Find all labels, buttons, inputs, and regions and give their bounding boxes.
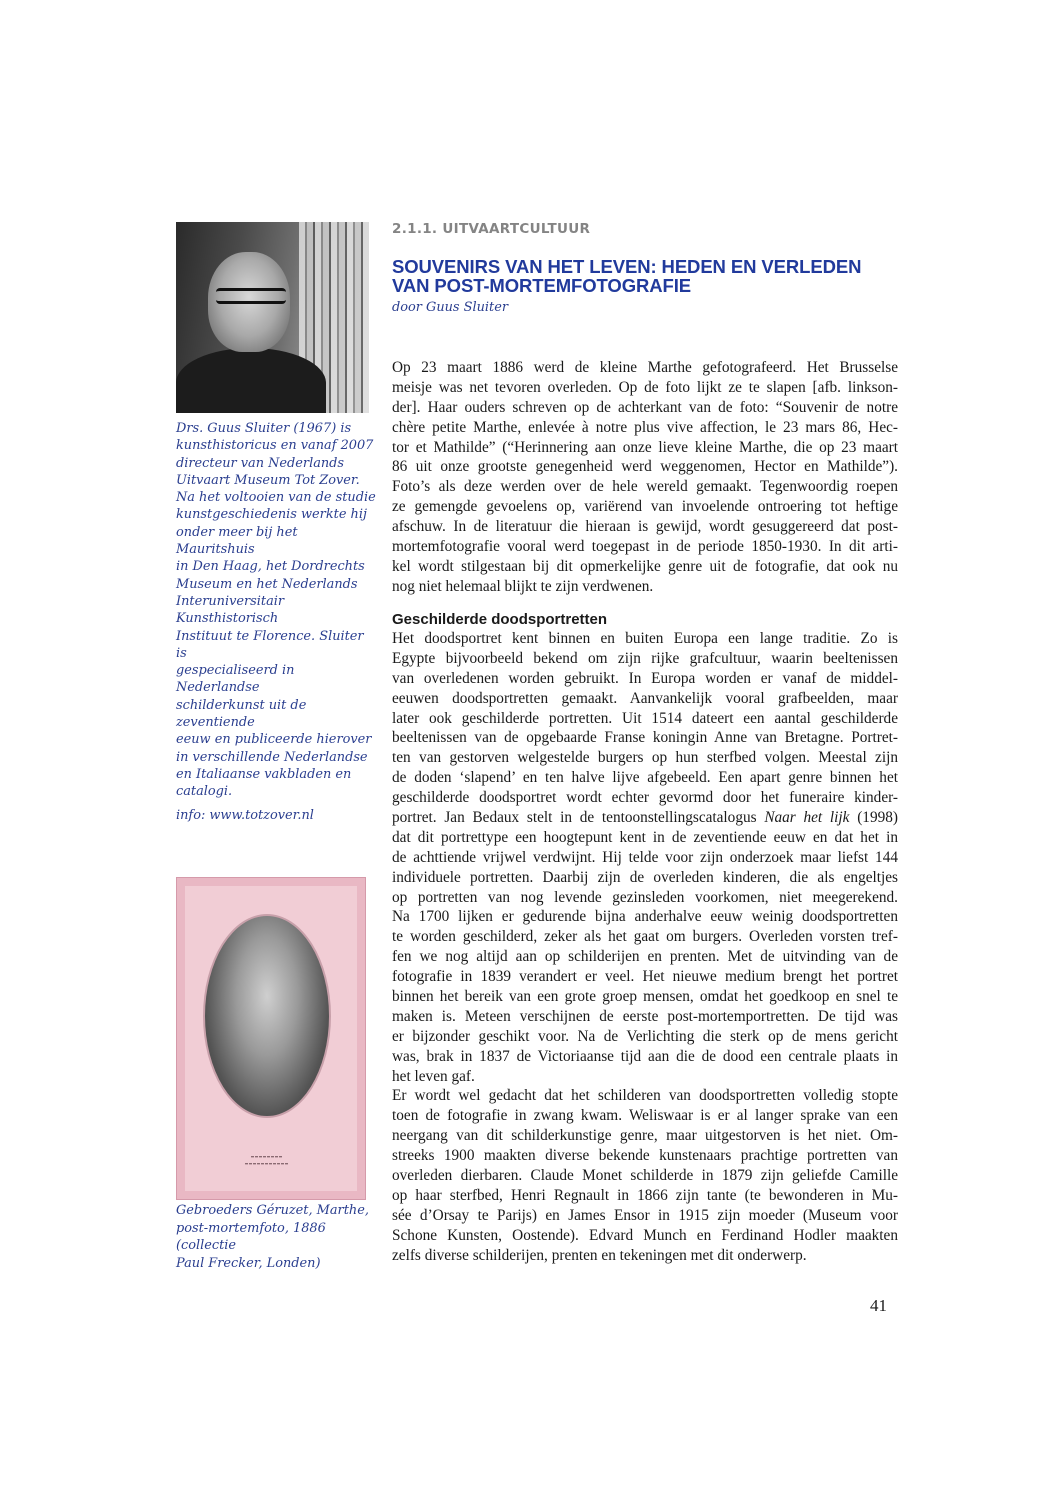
text-line: schilderkunst uit de zeventiende (176, 697, 307, 731)
text-line: kunsthistoricus en vanaf 2007 (176, 438, 374, 454)
text-line: overleden dierbaren. Claude Monet schilderde in 1879 zijn geliefde Camille (392, 1167, 898, 1185)
text-line: beeltenissen van de opgebaarde Franse koningin Anne van Bretagne. Portret- (392, 729, 898, 747)
text-line: der]. Haar ouders schreven op de achterkant van de foto: “Souvenir de notre (392, 398, 898, 416)
text-line: 86 uit onze grootste genegenheid werd weggenomen, Hector en Mathilde”). (392, 458, 898, 476)
text-line: binnen het bereik van een grote groep mensen, omdat het goedkoop en snel te (392, 988, 898, 1006)
author-bio-lines (176, 420, 376, 801)
text-line: op portretten van nog levende gezinsleden voorkomen, niet meegerekend. (392, 888, 898, 906)
text-line: Drs. Guus Sluiter (1967) is (176, 421, 352, 436)
author-bio-caption (176, 420, 376, 824)
text-line: kel wordt stilgestaan bij dit opmerkelijke genre uit de fotografie, dat ook nu (392, 557, 898, 575)
text-line: meisje was net tevoren overleden. Op de foto lijkt ze te slapen [afb. linkson- (392, 378, 898, 396)
text-line: maken is. Meteen verschijnen de eerste post-mortemportretten. De tijd was (392, 1007, 898, 1025)
photo-caption-lines (176, 1202, 376, 1272)
text-line: catalogi. (176, 784, 233, 800)
byline: door Guus Sluiter (392, 300, 508, 315)
photo-caption (176, 1202, 376, 1272)
text-line: streeks 1900 maakten diverse bekende kunstenaars prachtige portretten van (392, 1147, 898, 1165)
author-body (176, 348, 326, 413)
text-line: kunstgeschiedenis werkte hij (176, 507, 367, 523)
text-line: te worden geschilderd, zeker als het gaat om burgers. Overleden vorsten tref- (392, 928, 898, 946)
text-line: Museum en het Nederlands (176, 576, 358, 592)
text-line: toen de fotografie in zwang kwam. Weliswaar is er al langer sprake van een (392, 1107, 898, 1125)
text-line: eeuw en publiceerde hierover (176, 732, 372, 748)
text-line: directeur van Nederlands (176, 455, 345, 471)
text-line: fotografie in 1839 verandert er veel. Het nieuwe medium brengt het portret (392, 968, 898, 986)
text-line: Schone Kunsten, Oostende). Edvard Munch en Ferdinand Hodler maakten (392, 1226, 898, 1244)
text-line: geschilderde doodsportret wordt echter gevormd door het funeraire kinder- (392, 789, 898, 807)
text-line: Op 23 maart 1886 werd de kleine Marthe gefotografeerd. Het Brusselse (392, 359, 898, 376)
text-line: tor et Mathilde” (“Herinnering aan onze lieve kleine Marthe, die op 23 maart (392, 438, 898, 456)
page-number: 41 (870, 1296, 887, 1315)
text-line: Gebroeders Géruzet, Marthe, (176, 1203, 369, 1218)
photographer-imprint: ▬▬▬▬▬▬▬▬ ▬▬▬▬▬▬▬▬▬▬▬ (244, 1154, 290, 1167)
title-line: SOUVENIRS VAN HET LEVEN: HEDEN EN VERLEDEN (392, 256, 862, 277)
text-line: neergang van dit schilderkunstige genre, maar uitgestorven is het niet. Om- (392, 1127, 898, 1145)
subheading: Geschilderde doodsportretten (392, 611, 608, 628)
article-title (392, 257, 912, 295)
catalog-title: Naar het lijk (764, 809, 850, 827)
section-label: 2.1.1. UITVAARTCULTUUR (392, 221, 591, 237)
text-line: was, brak in 1837 de Victoriaanse tijd aan die de dood een centrale plaats in (392, 1047, 898, 1065)
body-paragraphs (392, 629, 898, 1266)
text-line: onder meer bij het Mauritshuis (176, 524, 298, 558)
text-line: ze gemengde gevoelens op, variërend van invoelende ontroering tot heftige (392, 498, 898, 516)
text-line: Instituut te Florence. Sluiter is (176, 628, 364, 661)
text-line: Na het voltooien van de studie (176, 490, 376, 506)
text-line: dat dit portrettype een hoogtepunt kent in de zeventiende eeuw en dat het in (392, 828, 898, 846)
text-line: post-mortemfoto, 1886 (collectie (176, 1220, 326, 1253)
text-line: later ook geschilderde portretten. Uit 1514 dateert een aantal geschilderde (392, 709, 898, 727)
text-line: chère petite Marthe, enlevée à notre plus vive affection, le 23 mars 86, Hec- (392, 418, 898, 436)
text-line: portret. Jan Bedaux stelt in de tentoonstellingscatalogus Naar het lijk (1998) (392, 809, 898, 827)
text-line: Na 1700 lijken er gedurende bijna anderhalve eeuw weinig doodsportretten (392, 908, 898, 926)
text-line: individuele portretten. Daarbij zijn de overleden kinderen, die als engeltjes (392, 868, 898, 886)
text-line: Er wordt wel gedacht dat het schilderen van doodsportretten volledig stopte (392, 1087, 898, 1105)
text-line: in Den Haag, het Dordrechts (176, 559, 365, 575)
text-line: Foto’s als deze werden over de hele wereld gemaakt. Tegenwoordig roepen (392, 478, 898, 496)
glasses-icon (216, 288, 286, 304)
text-line: zelfs diverse schilderijen, prenten en tekeningen met dit onderwerp. (392, 1246, 807, 1264)
text-line: nog niet helemaal blijkt te zijn verdwenen. (392, 577, 654, 595)
intro-paragraph (392, 358, 898, 597)
text-line: ten van gestorven welgestelde burgers op hun sterfbed volgen. Meestal zijn (392, 749, 898, 767)
text-line: de doden ‘slapend’ en ten halve lijve afgebeeld. Een apart genre binnen het (392, 769, 898, 787)
text-line: mortemfotografie vooral werd toegepast in de periode 1850-1930. In dit arti- (392, 538, 898, 556)
text-line: eeuwen doodsportretten gemaakt. Aanvankelijk vooral grafbeelden, maar (392, 689, 898, 707)
author-portrait-photo (176, 222, 369, 413)
marthe-postmortem-photo (176, 877, 366, 1200)
text-line: het leven gaf. (392, 1067, 475, 1085)
text-line: in verschillende Nederlandse (176, 749, 368, 765)
text-line: Paul Frecker, Londen) (176, 1255, 321, 1271)
text-line: afschuw. In de literatuur die hieraan is gewijd, wordt gesuggereerd dat post- (392, 518, 898, 536)
text-line: fen we nog altijd aan op schilderijen en prenten. Met de uitvinding van de (392, 948, 898, 966)
text-line: Het doodsportret kent binnen en buiten Europa een lange traditie. Zo is (392, 630, 898, 647)
text-line: sée d’Orsay te Parijs) en James Ensor in 1915 zijn moeder (Museum voor (392, 1206, 898, 1224)
text-line: Uitvaart Museum Tot Zover. (176, 472, 360, 488)
text-line: en Italiaanse vakbladen en (176, 766, 352, 782)
text-line: Egypte bijvoorbeeld bekend om zijn rijke grafcultuur, waarin beeltenissen (392, 649, 898, 667)
text-line: de achttiende vrijwel verdwijnt. Hij telde voor zijn onderzoek maar liefst 144 (392, 848, 898, 866)
title-line: VAN POST-MORTEMFOTOGRAFIE (392, 275, 691, 296)
oval-portrait (203, 914, 331, 1118)
text-line: van overledenen worden gebruikt. In Europa worden er vanaf de middel- (392, 669, 898, 687)
text-line: er bijzonder geschikt voor. Na de Verlichting die sterk op de mens gericht (392, 1027, 898, 1045)
text-line: op haar sterfbed, Henri Regnault in 1866 zijn tante (te bewonderen in Mu- (392, 1186, 898, 1204)
text-line: gespecialiseerd in Nederlandse (176, 663, 295, 696)
info-link[interactable]: info: www.totzover.nl (176, 807, 314, 823)
text-line: Interuniversitair Kunsthistorisch (176, 593, 285, 627)
